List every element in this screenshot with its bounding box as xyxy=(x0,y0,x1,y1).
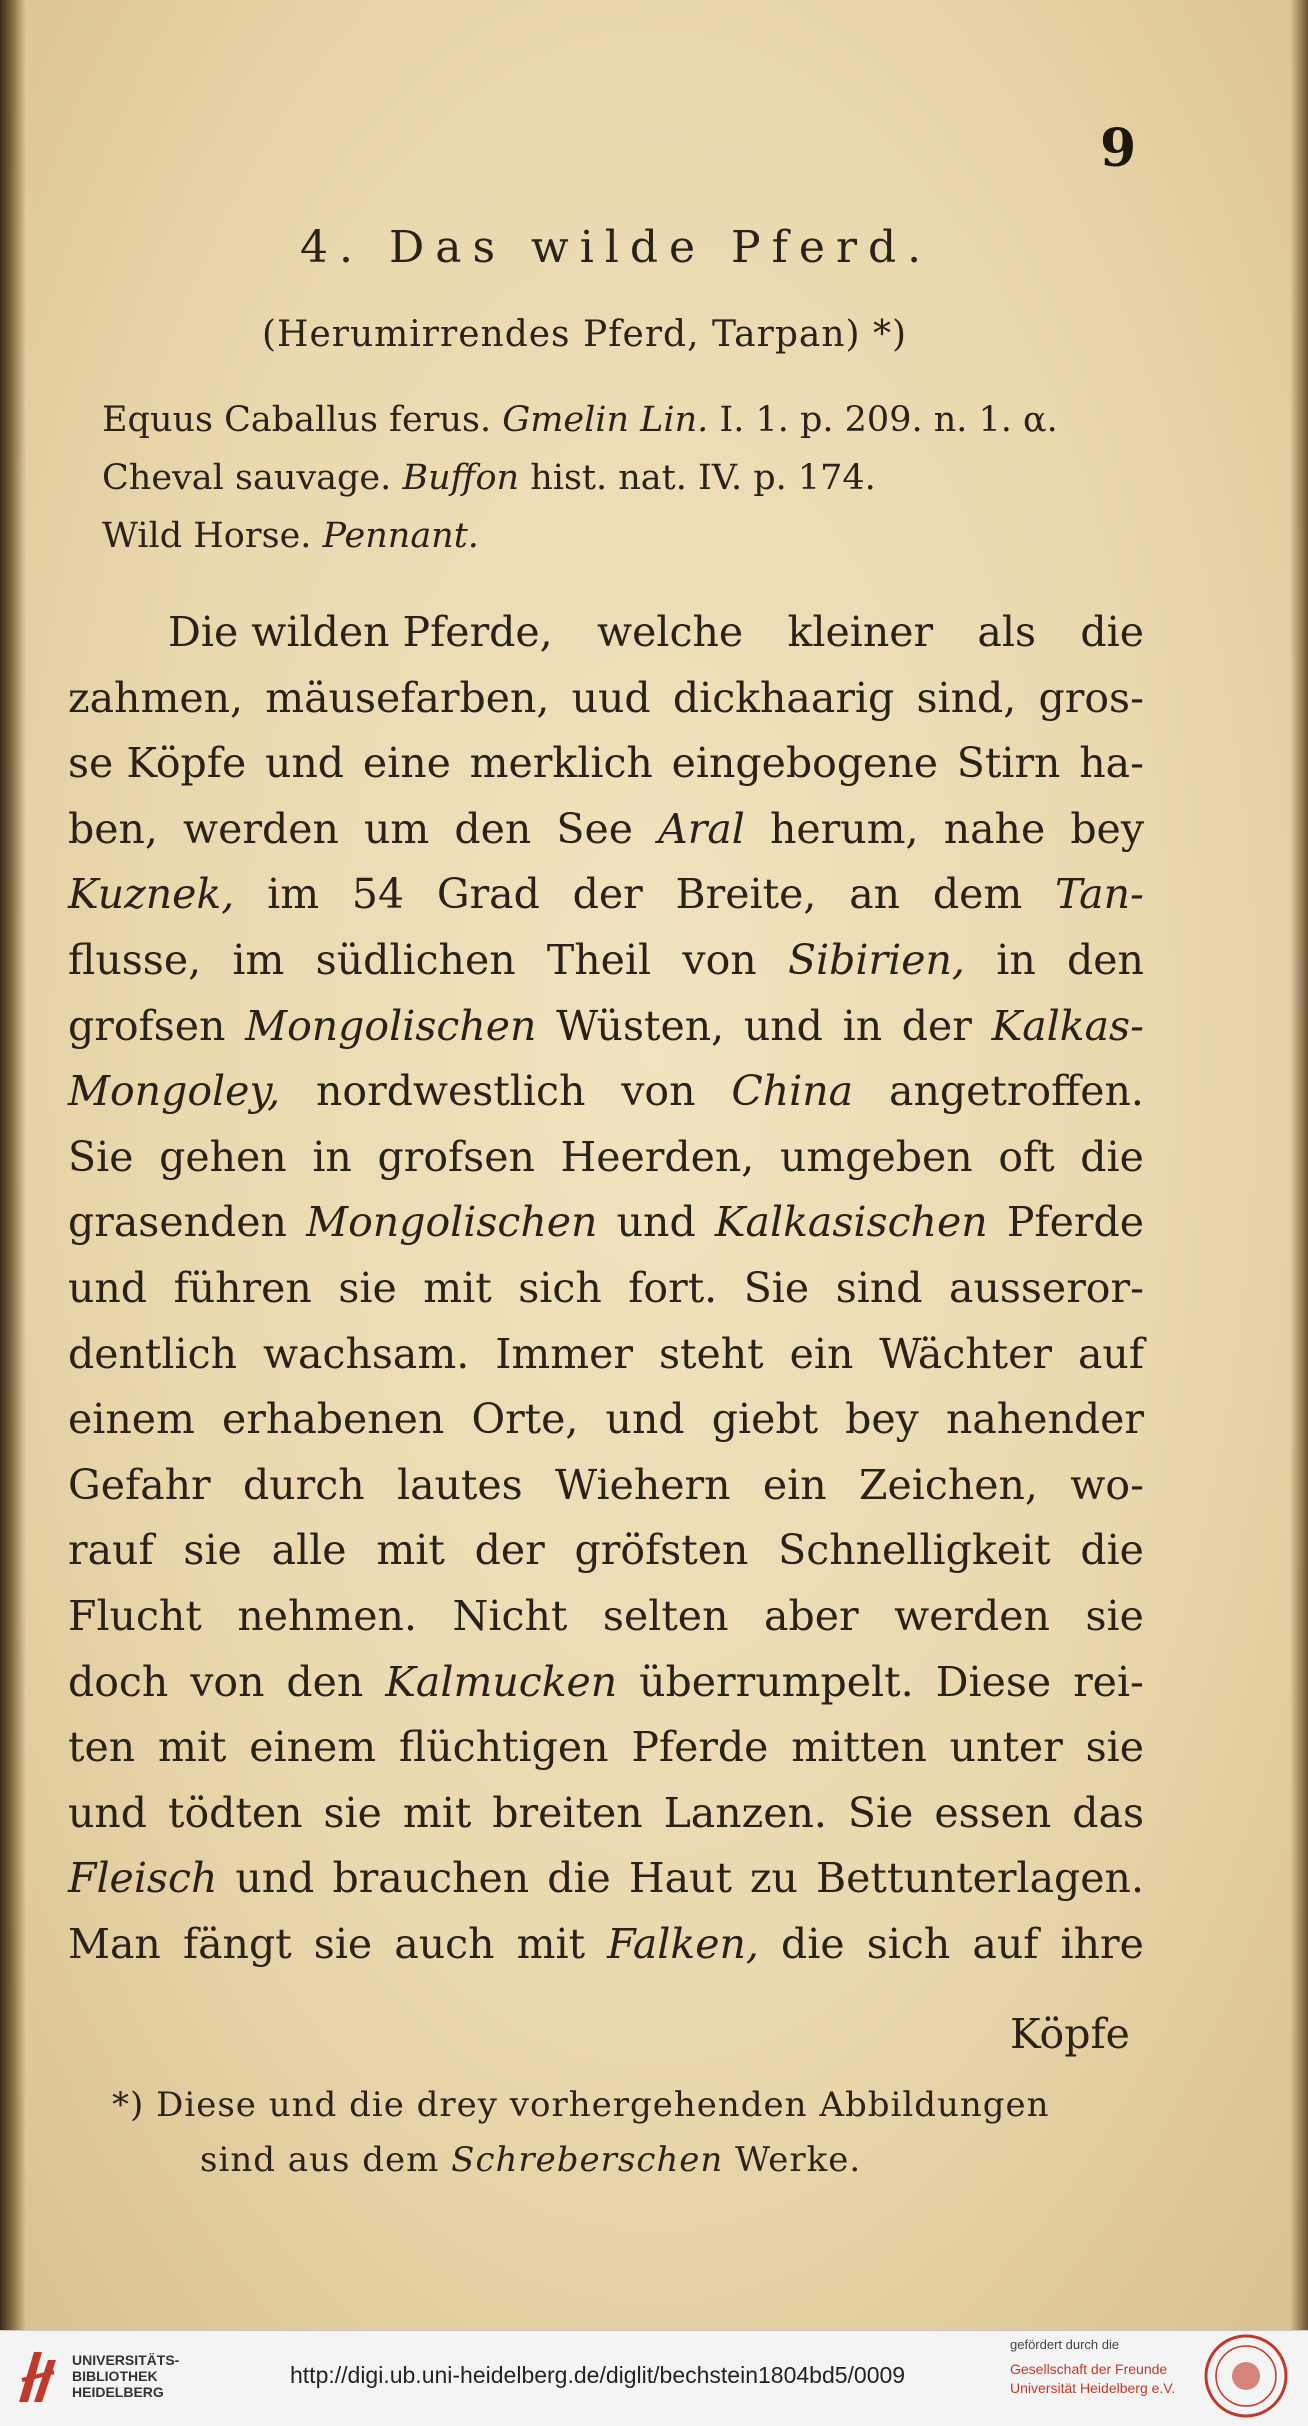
word: mitten xyxy=(791,1723,927,1772)
word: grofsen xyxy=(377,1132,535,1181)
word: Grad xyxy=(436,870,540,919)
word: den xyxy=(454,804,532,853)
word: im xyxy=(232,936,285,984)
word: merklich xyxy=(469,739,653,788)
word: mäusefarben, xyxy=(265,673,550,722)
word: Stirn xyxy=(956,739,1061,788)
italic-word: China xyxy=(731,1067,854,1116)
word: Wüsten, xyxy=(556,1001,725,1050)
word: von xyxy=(190,1657,265,1706)
library-name-line: UNIVERSITÄTS- xyxy=(72,2352,180,2368)
word: Sie xyxy=(743,1264,810,1312)
word: und xyxy=(743,1001,823,1050)
italic-word: Mongolischen xyxy=(245,1001,537,1050)
word: der xyxy=(572,870,643,919)
body-line xyxy=(68,1460,1144,1509)
word: werden xyxy=(894,1592,1050,1640)
word: sie xyxy=(1085,1592,1144,1640)
italic-word: Fleisch xyxy=(68,1854,218,1903)
word: auf xyxy=(972,1920,1039,1968)
word: fort. xyxy=(628,1264,718,1312)
word: in xyxy=(842,1001,883,1050)
word: Sie xyxy=(847,1788,914,1837)
word: sie xyxy=(338,1264,397,1312)
word: uud xyxy=(571,673,651,722)
italic-word: Sibirien, xyxy=(787,936,965,984)
footnote-text: sind aus dem xyxy=(200,2140,440,2180)
word: dentlich xyxy=(68,1329,237,1378)
word: der xyxy=(901,1001,972,1050)
word: Gefahr xyxy=(68,1460,211,1509)
library-name-line: HEIDELBERG xyxy=(72,2384,164,2401)
word: ein xyxy=(762,1460,827,1509)
word: grofsen xyxy=(68,1001,226,1050)
body-line xyxy=(68,804,1144,853)
word: sich xyxy=(518,1264,602,1312)
word: auch xyxy=(394,1920,495,1968)
word: führen xyxy=(173,1264,312,1312)
body-line xyxy=(68,1132,1144,1181)
word: se Köpfe xyxy=(68,739,247,788)
word: eingebogene xyxy=(671,739,938,788)
word: Flucht xyxy=(68,1592,202,1640)
body-line xyxy=(68,1001,1144,1050)
word: mit xyxy=(376,1526,445,1575)
word: Wiehern xyxy=(555,1460,731,1509)
word: zahmen, xyxy=(68,673,244,722)
word: die xyxy=(1080,608,1144,656)
italic-word: Mongolischen xyxy=(306,1198,598,1247)
word: welche xyxy=(597,608,744,656)
word: den xyxy=(1067,936,1144,984)
word: von xyxy=(621,1067,696,1116)
word: sie xyxy=(323,1788,382,1837)
synonym-author: Pennant. xyxy=(322,516,479,556)
word: nahender xyxy=(945,1395,1144,1444)
word: ihre xyxy=(1060,1920,1144,1968)
word: Nicht xyxy=(452,1592,568,1640)
body-line xyxy=(68,1788,1144,1837)
library-name-line: BIBLIOTHEK xyxy=(72,2368,158,2385)
body-line xyxy=(68,1723,1144,1772)
word: als xyxy=(977,608,1037,656)
italic-word: Kuznek, xyxy=(68,870,235,919)
word: Schnelligkeit xyxy=(778,1526,1051,1575)
body-line xyxy=(68,936,1144,984)
word: nehmen. xyxy=(237,1592,417,1640)
footnote-line-2 xyxy=(200,2140,861,2180)
word: erhabenen xyxy=(222,1395,445,1444)
word: sie xyxy=(183,1526,242,1575)
word: werden xyxy=(183,804,339,853)
word: in xyxy=(312,1132,352,1181)
word: gehen xyxy=(159,1132,287,1181)
word: essen xyxy=(934,1788,1052,1837)
synonym-line xyxy=(102,400,1058,440)
word: mit xyxy=(516,1920,586,1968)
body-line xyxy=(68,739,1144,788)
sponsor-name-line: Gesellschaft der Freunde xyxy=(1010,2361,1168,2377)
body-line xyxy=(68,870,1144,919)
body-line xyxy=(68,1854,1144,1903)
word: südlichen xyxy=(315,936,516,984)
word: Bettunterlagen. xyxy=(815,1854,1144,1903)
word: die xyxy=(1080,1132,1144,1181)
italic-word: Kalmucken xyxy=(385,1657,618,1706)
word: aber xyxy=(764,1592,859,1640)
page-number: 9 xyxy=(1100,118,1137,179)
word: Diese xyxy=(935,1657,1052,1706)
footnote-line-1: *) Diese und die drey vorhergehenden Abbildungen xyxy=(112,2085,1050,2125)
word: Lanzen. xyxy=(663,1788,827,1837)
footnote-italic: Schreberschen xyxy=(451,2140,724,2180)
word: und xyxy=(616,1198,696,1247)
italic-word: Tan- xyxy=(1055,870,1144,919)
word: doch xyxy=(68,1657,169,1706)
word: die xyxy=(547,1854,611,1903)
word: nordwestlich xyxy=(316,1067,586,1116)
word: ausseror- xyxy=(949,1264,1144,1312)
word: zu xyxy=(749,1854,798,1903)
word: von xyxy=(682,936,757,984)
synonym-reference: hist. nat. IV. p. 174. xyxy=(530,458,876,498)
university-seal-icon xyxy=(1204,2334,1288,2418)
word: dickhaarig xyxy=(672,673,895,722)
word: rauf xyxy=(68,1526,154,1575)
synonym-line xyxy=(102,516,479,556)
word: sich xyxy=(866,1920,951,1968)
sponsor-name xyxy=(1010,2360,1175,2398)
synonym-name: Equus Caballus ferus. xyxy=(102,400,492,440)
word: sie xyxy=(313,1920,373,1968)
word: sind, xyxy=(916,673,1017,722)
word: angetroffen. xyxy=(889,1067,1144,1116)
word: lautes xyxy=(396,1460,523,1509)
synonym-line xyxy=(102,458,876,498)
italic-word: Falken, xyxy=(607,1920,759,1968)
word: selten xyxy=(602,1592,729,1640)
word: mit xyxy=(157,1723,227,1772)
italic-word: Aral xyxy=(658,804,745,853)
sponsor-name-line: Universität Heidelberg e.V. xyxy=(1010,2379,1176,2396)
catchword: Köpfe xyxy=(1010,2010,1130,2058)
word: und xyxy=(265,739,345,788)
word: und xyxy=(68,1788,148,1837)
word: überrumpelt. xyxy=(639,1657,914,1706)
body-line xyxy=(68,1198,1144,1247)
word: flusse, xyxy=(68,936,202,984)
synonym-name: Cheval sauvage. xyxy=(102,458,392,498)
word: Sie xyxy=(68,1132,134,1181)
word: die xyxy=(781,1920,845,1968)
body-line xyxy=(68,1657,1144,1706)
word: und xyxy=(605,1395,685,1444)
word: mit xyxy=(402,1788,472,1837)
word: grasenden xyxy=(68,1198,287,1247)
section-heading: 4. Das wilde Pferd. xyxy=(300,222,933,273)
word: steht xyxy=(658,1329,764,1378)
word: Haut xyxy=(628,1854,732,1903)
word: 54 xyxy=(351,870,405,919)
word: Pferde xyxy=(1006,1198,1144,1247)
word: fängt xyxy=(182,1920,292,1968)
body-line xyxy=(68,673,1144,722)
word: oft xyxy=(998,1132,1055,1181)
word: Wächter xyxy=(879,1329,1053,1378)
word: umgeben xyxy=(779,1132,973,1181)
body-line xyxy=(68,1592,1144,1640)
body-line xyxy=(68,1526,1144,1575)
word: brauchen xyxy=(332,1854,530,1903)
word: rei- xyxy=(1073,1657,1144,1706)
word: ein xyxy=(789,1329,854,1378)
word: Heerden, xyxy=(560,1132,755,1181)
word: nahe xyxy=(943,804,1046,853)
word: auf xyxy=(1077,1329,1144,1378)
synonym-author: Gmelin Lin. xyxy=(502,400,709,440)
word: giebt xyxy=(711,1395,819,1444)
word: ten xyxy=(68,1723,136,1772)
word: die xyxy=(1080,1526,1144,1575)
word: unter xyxy=(949,1723,1063,1772)
word: Immer xyxy=(495,1329,634,1378)
synonym-author: Buffon xyxy=(402,458,520,498)
body-line xyxy=(168,608,1144,656)
library-name xyxy=(72,2352,179,2400)
word: Die wilden Pferde, xyxy=(168,608,553,656)
synonym-reference: I. 1. p. 209. n. 1. α. xyxy=(719,400,1058,440)
word: einem xyxy=(68,1395,195,1444)
word: in xyxy=(996,936,1036,984)
word: herum, xyxy=(770,804,919,853)
footnote-text: Werke. xyxy=(735,2140,862,2180)
word: Man xyxy=(68,1920,161,1968)
word: wachsam. xyxy=(262,1329,470,1378)
italic-word: Kalkas- xyxy=(991,1001,1144,1050)
word: sie xyxy=(1085,1723,1144,1772)
section-subheading: (Herumirrendes Pferd, Tarpan) *) xyxy=(262,314,908,355)
word: bey xyxy=(845,1395,919,1444)
word: ben, xyxy=(68,804,158,853)
permalink-url[interactable]: http://digi.ub.uni-heidelberg.de/diglit/bechstein1804bd5/0009 xyxy=(290,2362,906,2388)
word: Zeichen, xyxy=(859,1460,1038,1509)
word: Breite, xyxy=(675,870,817,919)
word: flüchtigen xyxy=(398,1723,609,1772)
synonym-name: Wild Horse. xyxy=(102,516,312,556)
word: den xyxy=(286,1657,364,1706)
word: See xyxy=(556,804,634,853)
word: eine xyxy=(362,739,451,788)
sponsor-label: gefördert durch die xyxy=(1010,2337,1120,2352)
word: kleiner xyxy=(787,608,934,656)
word: und xyxy=(235,1854,315,1903)
word: um xyxy=(364,804,430,853)
word: wo- xyxy=(1070,1460,1144,1509)
body-line xyxy=(68,1329,1144,1378)
body-line xyxy=(68,1264,1144,1312)
italic-word: Mongoley, xyxy=(68,1067,281,1116)
word: an xyxy=(849,870,901,919)
word: Pferde xyxy=(631,1723,769,1772)
library-logo-icon xyxy=(14,2342,64,2412)
word: im xyxy=(267,870,320,919)
word: der xyxy=(474,1526,545,1575)
word: bey xyxy=(1070,804,1144,853)
body-line xyxy=(68,1920,1144,1968)
word: tödten xyxy=(168,1788,303,1837)
word: durch xyxy=(242,1460,365,1509)
word: breiten xyxy=(492,1788,643,1837)
word: Theil xyxy=(546,936,652,984)
word: ha- xyxy=(1079,739,1144,788)
word: alle xyxy=(271,1526,347,1575)
body-line xyxy=(68,1395,1144,1444)
italic-word: Kalkasischen xyxy=(714,1198,988,1247)
word: dem xyxy=(932,870,1023,919)
word: gröfsten xyxy=(574,1526,749,1575)
body-line xyxy=(68,1067,1144,1116)
word: das xyxy=(1072,1788,1144,1837)
word: einem xyxy=(249,1723,377,1772)
word: Orte, xyxy=(471,1395,579,1444)
word: gros- xyxy=(1038,673,1144,722)
word: mit xyxy=(423,1264,492,1312)
word: und xyxy=(68,1264,148,1312)
word: sind xyxy=(835,1264,923,1312)
